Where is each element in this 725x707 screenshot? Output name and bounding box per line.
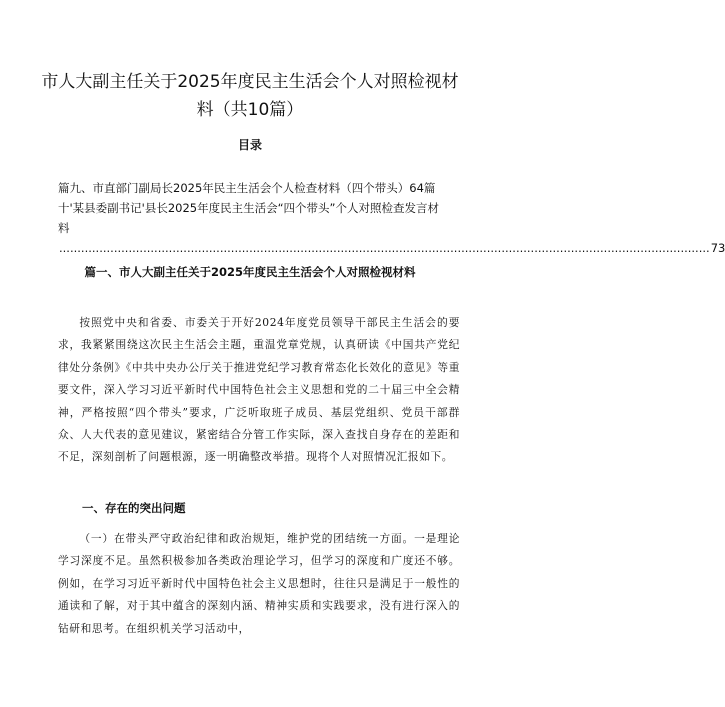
body-paragraph: 按照党中央和省委、市委关于开好2024年度党员领导干部民主生活会的要求，我紧紧围绕这次民主生活会主题，重温党章党规，认真研读《中国共产党纪律处分条例》《中共中央办公厅关于推进党纪学习教育常态化长效化的意见》等重要文件，深入学习习近平新时代中国特色社会主义思想和党的二十届三中全会精神，严格按照“四个带头”要求，广泛听取班子成员、基层党组织、党员干部群众、人大代表的意见建议，紧密结合分管工作实际，深入查找自身存在的差距和不足，深刻剖析了问题根源，逐一明确整改举措。现将个人对照情况汇报如下。 bbox=[58, 316, 460, 464]
document-title: 市人大副主任关于2025年度民主生活会个人对照检视材料（共10篇） bbox=[41, 72, 459, 120]
toc-entry[interactable] bbox=[58, 178, 450, 238]
toc-page-number: 73 bbox=[710, 241, 725, 255]
toc-leader-line bbox=[58, 238, 725, 258]
toc-heading: 目录 bbox=[237, 138, 262, 152]
toc-entry-text: 篇九、市直部门副局长2025年民主生活会个人检查材料（四个带头）64篇十'某县委副书记'县长2025年度民主生活会“四个带头”个人对照检查发言材料 bbox=[58, 181, 440, 235]
table-of-contents bbox=[58, 178, 725, 258]
body-paragraph: （一）在带头严守政治纪律和政治规矩，维护党的团结统一方面。一是理论学习深度不足。虽然积极参加各类政治理论学习，但学习的深度和广度还不够。例如，在学习习近平新时代中国特色社会主义思想时，往往只是满足于一般性的通读和了解，对于其中蕴含的深刻内涵、精神实质和实践要求，没有进行深入的钻研和思考。在组织机关学习活动中， bbox=[58, 532, 460, 635]
section-subheading: 一、存在的突出问题 bbox=[82, 501, 186, 515]
toc-dot-leader: .................................................................................................................................................................................. bbox=[59, 241, 710, 255]
section-title: 篇一、市人大副主任关于2025年度民主生活会个人对照检视材料 bbox=[84, 265, 416, 279]
